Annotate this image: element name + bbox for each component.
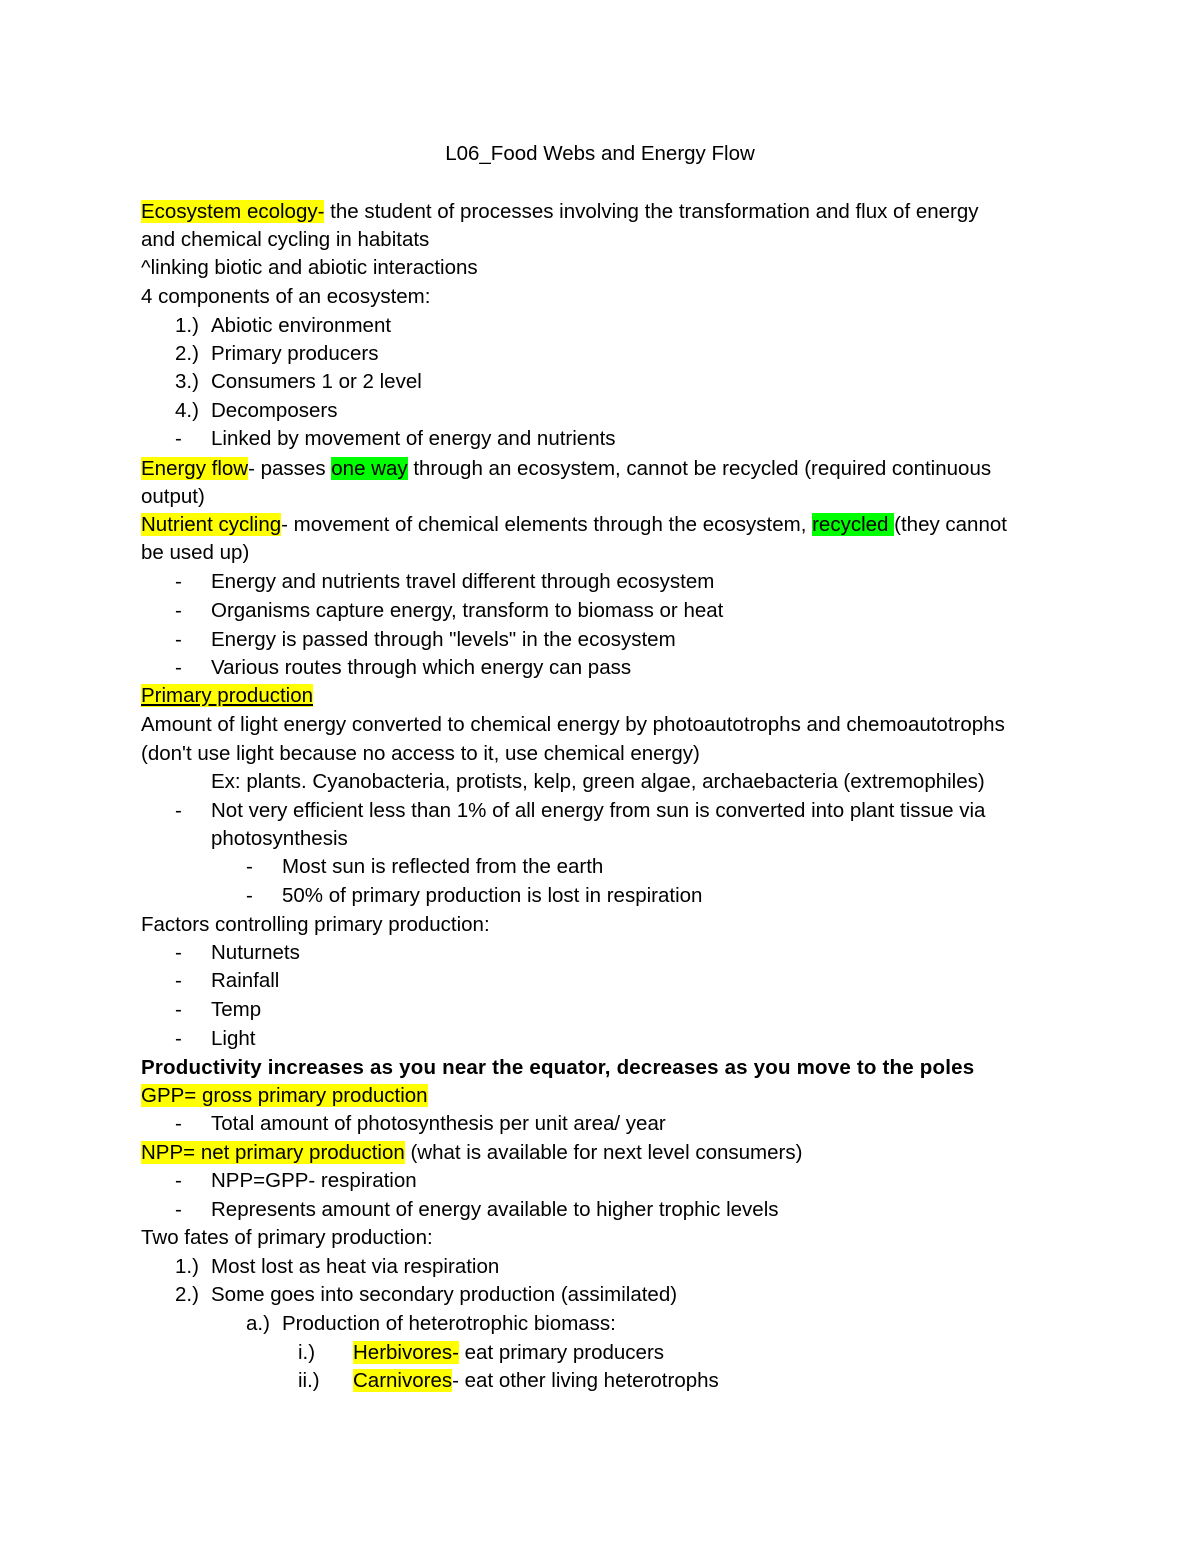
dash-bullet: - — [175, 1112, 182, 1135]
primary-production-heading: Primary production — [141, 684, 314, 707]
list-item-text: Rainfall — [211, 969, 280, 992]
list-marker: a.) — [246, 1312, 270, 1335]
gpp-line — [141, 1083, 1061, 1109]
dash-bullet: - — [175, 427, 182, 450]
list-item-text: Light — [211, 1027, 256, 1050]
document-title: L06_Food Webs and Energy Flow — [445, 142, 755, 165]
nutrient-cycling-text: (they cannot — [894, 513, 1007, 536]
list-item — [141, 798, 1061, 824]
list-item — [141, 627, 1061, 653]
list-item — [141, 369, 1061, 395]
list-item — [141, 968, 1061, 994]
sub-list-item — [141, 883, 1061, 909]
list-item-text: 50% of primary production is lost in respiration — [282, 884, 703, 907]
sub-list-item — [141, 854, 1061, 880]
list-marker: ii.) — [298, 1369, 320, 1392]
dash-bullet: - — [246, 884, 253, 907]
ecosystem-note: ^linking biotic and abiotic interactions — [141, 256, 478, 279]
list-item-continuation — [141, 826, 1061, 852]
dash-bullet: - — [175, 1027, 182, 1050]
list-item-text: Primary producers — [211, 342, 379, 365]
list-item-text: Most lost as heat via respiration — [211, 1255, 500, 1278]
energy-flow-text: through an ecosystem, cannot be recycled (required continuous — [407, 457, 992, 480]
list-item-text: Abiotic environment — [211, 314, 392, 337]
list-item — [141, 997, 1061, 1023]
energy-flow-text: - passes — [248, 457, 332, 480]
dash-bullet: - — [175, 799, 182, 822]
dash-bullet: - — [175, 969, 182, 992]
term-gpp: GPP= gross primary production — [141, 1084, 428, 1107]
term-ecosystem-ecology: Ecosystem ecology- — [141, 200, 325, 223]
factors-heading: Factors controlling primary production: — [141, 913, 490, 936]
list-item — [141, 1111, 1061, 1137]
term-npp: NPP= net primary production — [141, 1141, 405, 1164]
productivity-statement: Productivity increases as you near the equator, decreases as you move to the poles — [141, 1056, 975, 1079]
fates-heading: Two fates of primary production: — [141, 1226, 433, 1249]
ecosystem-definition-text: the student of processes involving the transformation and flux of energy — [324, 200, 979, 223]
term-carnivores: Carnivores — [353, 1369, 453, 1392]
list-item-text: Production of heterotrophic biomass: — [282, 1312, 616, 1335]
list-item — [141, 1282, 1061, 1308]
list-item-text — [353, 1340, 664, 1366]
list-item — [141, 1197, 1061, 1223]
list-item-text: Various routes through which energy can pass — [211, 656, 632, 679]
components-heading: 4 components of an ecosystem: — [141, 285, 431, 308]
ecosystem-definition-line-2: and chemical cycling in habitats — [141, 228, 430, 251]
sub-sub-list-item — [141, 1340, 1061, 1366]
energy-flow-line-2: output) — [141, 485, 205, 508]
list-item-text: Some goes into secondary production (assimilated) — [211, 1283, 678, 1306]
dash-bullet: - — [175, 570, 182, 593]
list-item — [141, 569, 1061, 595]
energy-flow-line-1 — [141, 456, 1061, 482]
list-item — [141, 341, 1061, 367]
carnivores-text: - eat other living heterotrophs — [452, 1369, 719, 1392]
nutrient-cycling-text: - movement of chemical elements through the ecosystem, — [281, 513, 813, 536]
dash-bullet: - — [175, 599, 182, 622]
sub-list-item — [141, 1311, 1061, 1337]
dash-bullet: - — [175, 628, 182, 651]
dash-bullet: - — [246, 855, 253, 878]
list-item-text: NPP=GPP- respiration — [211, 1169, 417, 1192]
list-item-text: Energy is passed through "levels" in the ecosystem — [211, 628, 676, 651]
list-item-text: Consumers 1 or 2 level — [211, 370, 422, 393]
list-item — [141, 313, 1061, 339]
term-energy-flow: Energy flow — [141, 457, 249, 480]
list-item-text: Linked by movement of energy and nutrients — [211, 427, 616, 450]
term-herbivores: Herbivores- — [353, 1341, 459, 1364]
list-item-text: Represents amount of energy available to higher trophic levels — [211, 1198, 779, 1221]
list-item — [141, 598, 1061, 624]
npp-text: (what is available for next level consumers) — [404, 1141, 803, 1164]
list-item — [141, 426, 1061, 452]
dash-bullet: - — [175, 941, 182, 964]
list-marker: 1.) — [175, 1255, 199, 1278]
list-marker: 1.) — [175, 314, 199, 337]
list-item-text: Organisms capture energy, transform to biomass or heat — [211, 599, 724, 622]
primary-production-example: Ex: plants. Cyanobacteria, protists, kelp, green algae, archaebacteria (extremophiles) — [211, 770, 985, 793]
list-item-text: Most sun is reflected from the earth — [282, 855, 604, 878]
list-item — [141, 398, 1061, 424]
list-marker: i.) — [298, 1341, 316, 1364]
dash-bullet: - — [175, 1169, 182, 1192]
primary-production-definition-2: (don't use light because no access to it, use chemical energy) — [141, 742, 700, 765]
primary-production-definition-1: Amount of light energy converted to chemical energy by photoautotrophs and chemoautotrophs — [141, 713, 1005, 736]
dash-bullet: - — [175, 998, 182, 1021]
npp-line — [141, 1140, 1061, 1166]
sub-sub-list-item — [141, 1368, 1061, 1394]
list-item-text: Nuturnets — [211, 941, 300, 964]
list-marker: 2.) — [175, 1283, 199, 1306]
list-item-text: Not very efficient less than 1% of all energy from sun is converted into plant tissue via — [211, 799, 986, 822]
primary-production-heading-line — [141, 683, 1061, 709]
list-item — [141, 940, 1061, 966]
list-item-text: Temp — [211, 998, 262, 1021]
list-item-text: photosynthesis — [211, 827, 348, 850]
list-marker: 4.) — [175, 399, 199, 422]
list-item — [141, 1168, 1061, 1194]
list-item-text: Total amount of photosynthesis per unit area/ year — [211, 1112, 666, 1135]
herbivores-text: eat primary producers — [458, 1341, 665, 1364]
list-item-text: Energy and nutrients travel different through ecosystem — [211, 570, 715, 593]
list-item-text — [353, 1368, 719, 1394]
list-item — [141, 1254, 1061, 1280]
list-marker: 3.) — [175, 370, 199, 393]
highlight-recycled: recycled — [812, 513, 895, 536]
list-item — [141, 655, 1061, 681]
ecosystem-definition-line-1 — [141, 199, 1061, 225]
term-nutrient-cycling: Nutrient cycling — [141, 513, 282, 536]
list-item — [141, 1026, 1061, 1052]
dash-bullet: - — [175, 1198, 182, 1221]
nutrient-cycling-line-1 — [141, 512, 1061, 538]
nutrient-cycling-line-2: be used up) — [141, 541, 250, 564]
list-marker: 2.) — [175, 342, 199, 365]
list-item-text: Decomposers — [211, 399, 338, 422]
highlight-one-way: one way — [331, 457, 408, 480]
dash-bullet: - — [175, 656, 182, 679]
